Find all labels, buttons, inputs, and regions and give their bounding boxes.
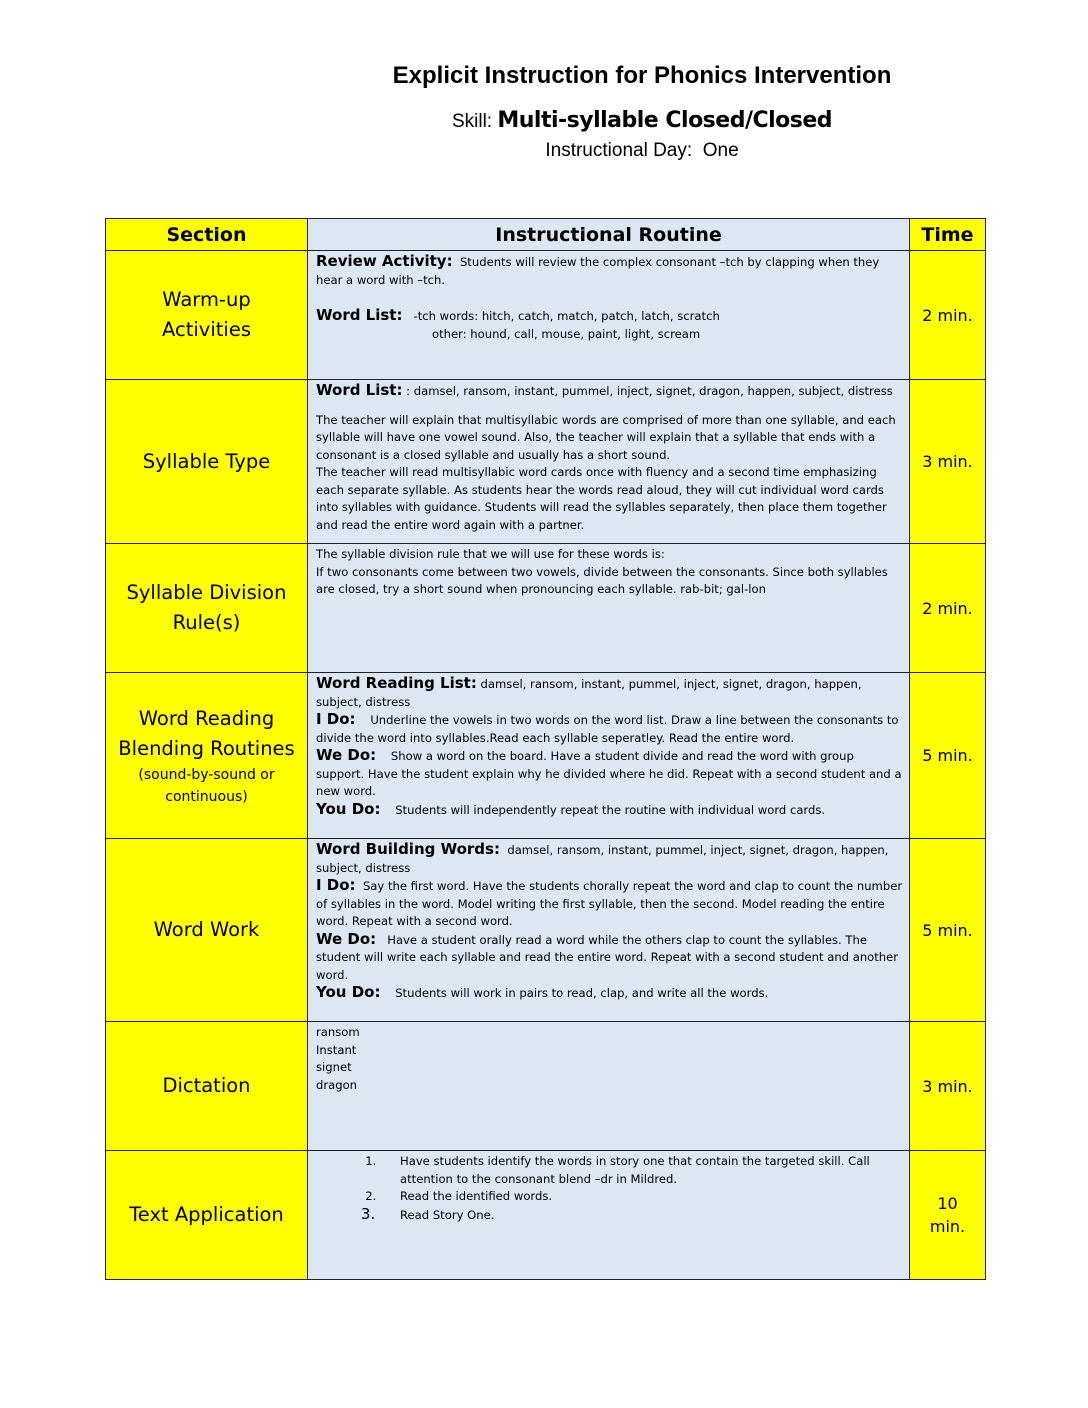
blending-wedo-label: We Do:: [316, 746, 377, 764]
day-label: Instructional Day:: [545, 140, 693, 161]
blending-wedo-text: Show a word on the board. Have a student divide and read the word with group support. Have the student explain why he divided where he did. Repeat with a second student and a new word.: [316, 749, 902, 798]
section-syllable-type: Syllable Type: [106, 380, 308, 544]
review-activity-label: Review Activity:: [316, 252, 453, 270]
header-routine: Instructional Routine: [308, 219, 910, 251]
text-application-step: 2. Read the identified words.: [380, 1188, 903, 1206]
blending-youdo-label: You Do:: [316, 799, 381, 818]
text-application-step: 3. Read Story One.: [380, 1206, 903, 1225]
review-activity-text: Students will review the complex consonant –tch by clapping when they hear a word with –tch.: [316, 255, 880, 287]
skill-label: Skill:: [451, 111, 493, 132]
blending-list-text: damsel, ransom, instant, pummel, inject, signet, dragon, happen, subject, distress: [316, 677, 862, 709]
blending-ido-label: I Do:: [316, 710, 356, 728]
routine-dictation: [308, 1022, 910, 1151]
word-work-list-label: Word Building Words:: [316, 840, 500, 858]
section-blending-line1: Word Reading: [138, 706, 275, 730]
warmup-wordlist-line2: other: hound, call, mouse, paint, light, scream: [432, 326, 701, 341]
blending-youdo-text: Students will independently repeat the routine with individual word cards.: [395, 802, 826, 817]
skill-value: Multi-syllable Closed/Closed: [497, 108, 833, 133]
word-work-youdo-text: Students will work in pairs to read, clap, and write all the words.: [395, 986, 769, 1000]
skill-line: [0, 108, 1088, 133]
blending-ido-text: Underline the vowels in two words on the word list. Draw a line between the consonants to divide the word into syllables.Read each syllable seperatley. Read the entire word.: [316, 713, 899, 745]
section-word-work: Word Work: [106, 839, 308, 1022]
time-word-work: 5 min.: [910, 839, 986, 1022]
routine-division: [308, 544, 910, 673]
table-row-dictation: [106, 1022, 986, 1151]
word-work-wedo-text: Have a student orally read a word while the others clap to count the syllables. The student will write each syllable and read the entire word. Repeat with a second student and another word.: [316, 932, 899, 982]
routine-blending: [308, 673, 910, 839]
page-title: Explicit Instruction for Phonics Intervention: [392, 62, 892, 89]
routine-text-application: [308, 1151, 910, 1280]
time-text-application: 10 min.: [910, 1151, 986, 1280]
syllable-type-wordlist-label: Word List:: [316, 381, 403, 399]
division-line1: The syllable division rule that we will use for these words is:: [316, 547, 665, 561]
time-division: 2 min.: [910, 544, 986, 673]
day-value: One: [702, 140, 739, 161]
instructional-day-line: [0, 140, 1088, 162]
table-row-blending: [106, 673, 986, 839]
table-row-warmup: [106, 251, 986, 380]
text-application-step: 1. Have students identify the words in story one that contain the targeted skill. Call attention to the consonant blend –dr in Mildred.: [380, 1153, 903, 1188]
table-row-text-application: [106, 1151, 986, 1280]
table-row-syllable-type: [106, 380, 986, 544]
section-blending-sub1: (sound-by-sound or: [138, 766, 275, 783]
time-blending: 5 min.: [910, 673, 986, 839]
section-dictation: Dictation: [106, 1022, 308, 1151]
syllable-type-wordlist-text: : damsel, ransom, instant, pummel, inject, signet, dragon, happen, subject, distress: [406, 384, 893, 398]
text-application-steps: [316, 1153, 903, 1224]
dictation-word: ransom: [316, 1025, 360, 1039]
syllable-type-para2: The teacher will read multisyllabic word cards once with fluency and a second time emphasizing each separate syllable. As students hear the words read aloud, they will cut individual word cards into syllables with guidance. Students will read the syllables separately, then place them together and read the entire word again with a partner.: [316, 465, 887, 532]
word-work-youdo-label: You Do:: [316, 983, 381, 1001]
word-work-ido-text: Say the first word. Have the students chorally repeat the word and clap to count the number of syllables in the word. Model writing the first syllable, then the second. Model reading the entire word. Repeat with a second word.: [316, 879, 903, 928]
table-row-word-work: [106, 839, 986, 1022]
section-division-line1: Syllable Division: [126, 581, 287, 604]
routine-syllable-type: [308, 380, 910, 544]
section-division-line2: Rule(s): [172, 611, 241, 634]
routine-warmup: [308, 251, 910, 380]
section-blending-sub2: continuous): [165, 788, 248, 805]
dictation-word: dragon: [316, 1077, 358, 1092]
section-text-application: Text Application: [106, 1151, 308, 1280]
warmup-wordlist-label: Word List:: [316, 306, 403, 324]
dictation-word: signet: [316, 1060, 352, 1074]
section-blending: [106, 673, 308, 839]
header-time: Time: [910, 219, 986, 251]
time-dictation: 3 min.: [910, 1022, 986, 1151]
time-syllable-type: 3 min.: [910, 380, 986, 544]
section-warmup: [106, 251, 308, 380]
section-warmup-line1: Warm-up: [162, 288, 251, 311]
table-row-division: [106, 544, 986, 673]
division-line2: If two consonants come between two vowels, divide between the consonants. Since both syllables are closed, try a short sound when pronouncing each syllable. rab-bit; gal-lon: [316, 564, 888, 596]
time-warmup: 2 min.: [910, 251, 986, 380]
warmup-wordlist-line1: -tch words: hitch, catch, match, patch, latch, scratch: [413, 309, 720, 323]
section-warmup-line2: Activities: [162, 318, 251, 341]
header-section: Section: [106, 219, 308, 251]
syllable-type-para1: The teacher will explain that multisyllabic words are comprised of more than one syllable, and each syllable will have one vowel sound. Also, the teacher will explain that a syllable that ends with a consonant is a closed syllable and usually has a short sound.: [316, 412, 896, 462]
word-work-list-text: damsel, ransom, instant, pummel, inject, signet, dragon, happen, subject, distress: [316, 843, 889, 875]
word-work-wedo-label: We Do:: [316, 929, 377, 948]
lesson-plan-table: [105, 218, 986, 1280]
section-blending-line2: Blending Routines: [118, 736, 295, 760]
table-header-row: [106, 219, 986, 251]
blending-list-label: Word Reading List:: [316, 674, 477, 692]
word-work-ido-label: I Do:: [316, 876, 356, 894]
section-division: [106, 544, 308, 673]
dictation-word: Instant: [316, 1042, 357, 1057]
routine-word-work: [308, 839, 910, 1022]
